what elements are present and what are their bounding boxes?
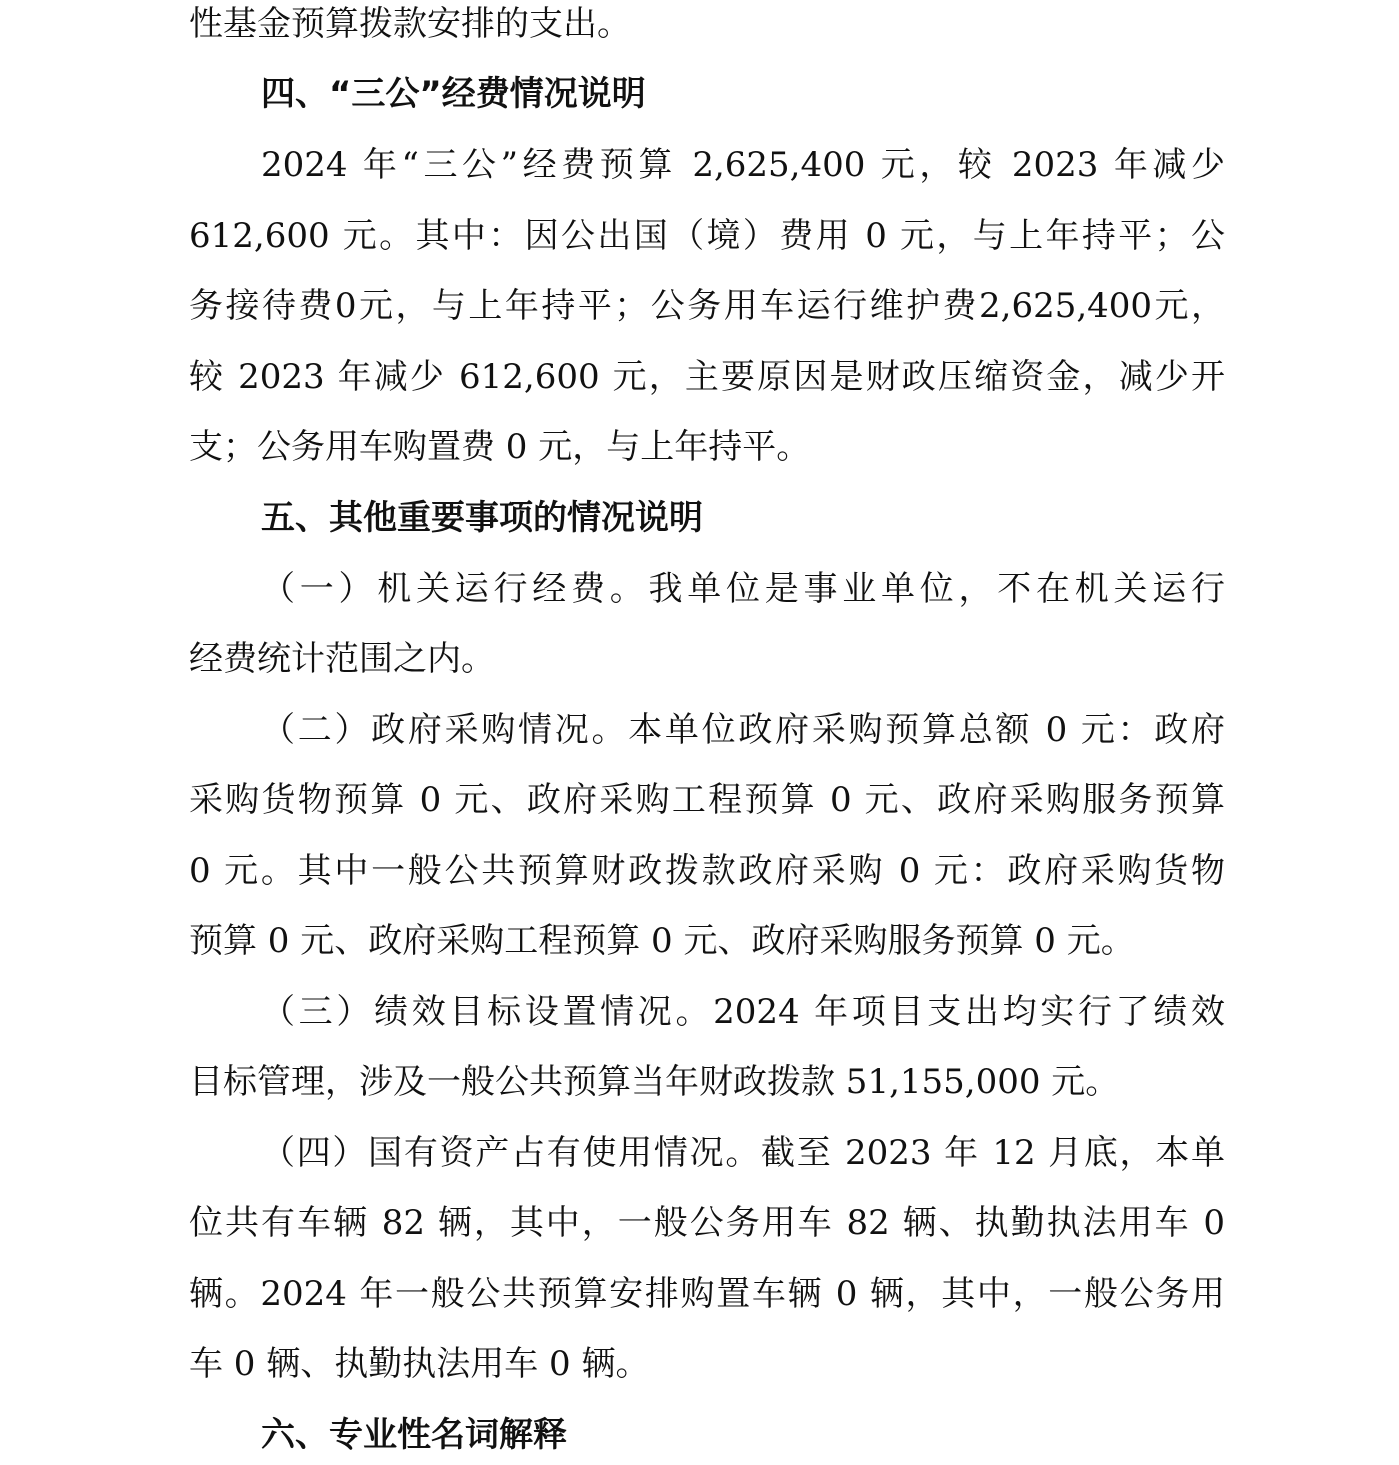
text-line: 0 元。其中一般公共预算财政拨款政府采购 0 元：政府采购货物 xyxy=(189,851,1225,891)
text-line: （二）政府采购情况。本单位政府采购预算总额 0 元：政府 xyxy=(261,710,1225,750)
text-line: 采购货物预算 0 元、政府采购工程预算 0 元、政府采购服务预算 xyxy=(189,780,1225,820)
section-heading: 四、“三公”经费情况说明 xyxy=(261,74,646,114)
text-line: 位共有车辆 82 辆，其中，一般公务用车 82 辆、执勤执法用车 0 xyxy=(189,1203,1225,1243)
text-line: 务接待费0元，与上年持平；公务用车运行维护费2,625,400元， xyxy=(189,286,1225,326)
text-line: 性基金预算拨款安排的支出。 xyxy=(189,4,631,44)
text-line: （四）国有资产占有使用情况。截至 2023 年 12 月底，本单 xyxy=(261,1133,1225,1173)
text-line: 预算 0 元、政府采购工程预算 0 元、政府采购服务预算 0 元。 xyxy=(189,921,1135,961)
text-line: 目标管理，涉及一般公共预算当年财政拨款 51,155,000 元。 xyxy=(189,1062,1120,1102)
text-line: 经费统计范围之内。 xyxy=(189,639,495,679)
text-line: 辆。2024 年一般公共预算安排购置车辆 0 辆，其中，一般公务用 xyxy=(189,1274,1225,1314)
text-line: 较 2023 年减少 612,600 元，主要原因是财政压缩资金，减少开 xyxy=(189,357,1225,397)
text-line: （三）绩效目标设置情况。2024 年项目支出均实行了绩效 xyxy=(261,992,1225,1032)
text-line: 支；公务用车购置费 0 元，与上年持平。 xyxy=(189,427,811,467)
section-heading: 六、专业性名词解释 xyxy=(261,1415,567,1455)
text-line: 车 0 辆、执勤执法用车 0 辆。 xyxy=(189,1344,650,1384)
text-line: 2024 年“三公”经费预算 2,625,400 元，较 2023 年减少 xyxy=(261,145,1225,185)
text-line: （一）机关运行经费。我单位是事业单位，不在机关运行 xyxy=(261,569,1225,609)
section-heading: 五、其他重要事项的情况说明 xyxy=(261,498,703,538)
text-line: 612,600 元。其中：因公出国（境）费用 0 元，与上年持平；公 xyxy=(189,216,1225,256)
